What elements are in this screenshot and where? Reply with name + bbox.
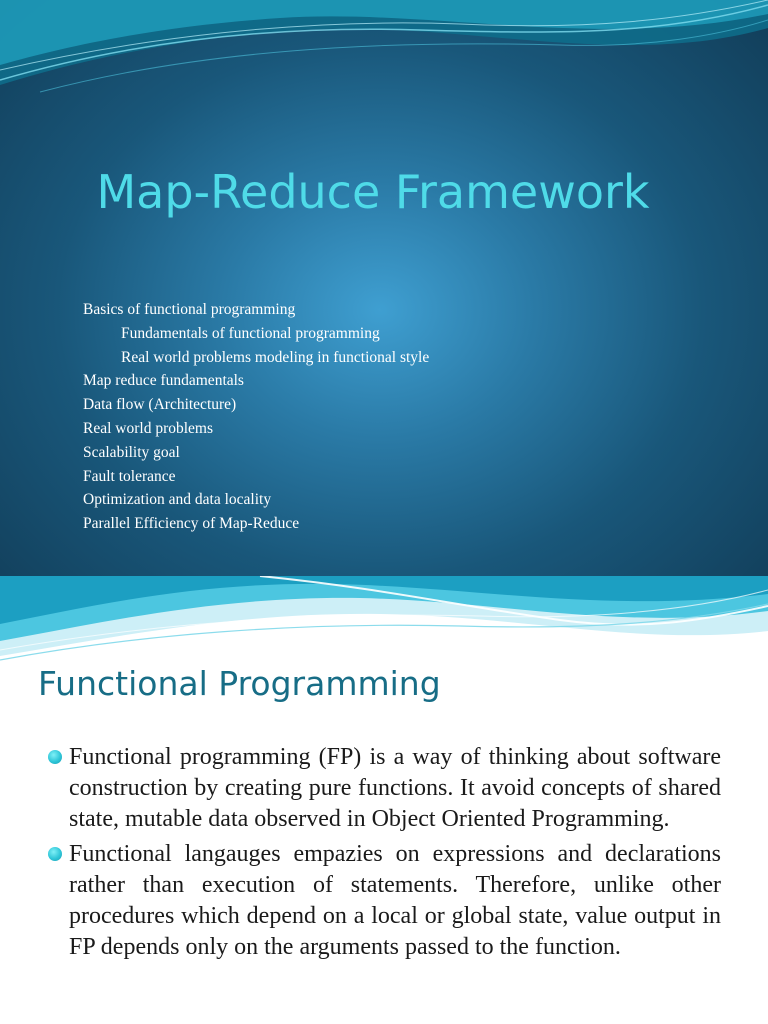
- outline-item: Map reduce fundamentals: [83, 372, 244, 390]
- wave-decoration-header: [0, 576, 768, 671]
- outline-item: Data flow (Architecture): [83, 396, 237, 414]
- outline-subitem: Real world problems modeling in functional style: [121, 348, 430, 366]
- bullet-text: Functional langauges empazies on expressions and declarations rather than execution of statements. Therefore, unlike other procedures which depend on a local or global state, value output in FP depends only on the arguments passed to the function.: [69, 841, 721, 960]
- bullet-item: [0, 839, 721, 963]
- bullet-item: [0, 742, 721, 835]
- outline-item: Fault tolerance: [83, 467, 176, 485]
- wave-decoration-top: [0, 0, 768, 110]
- outline-item: Basics of functional programming: [83, 301, 296, 318]
- bullet-text: Functional programming (FP) is a way of thinking about software construction by creating pure functions. It avoid concepts of shared state, mutable data observed in Object Oriented Programming.: [69, 744, 721, 832]
- outline-subitem: Fundamentals of functional programming: [121, 324, 380, 342]
- outline-list: [83, 298, 429, 536]
- outline-item: Scalability goal: [83, 443, 180, 461]
- slide-functional-programming: [0, 576, 768, 1024]
- outline-item: Real world problems: [83, 419, 214, 437]
- outline-item: Optimization and data locality: [83, 491, 272, 509]
- slide-title: Map-Reduce Framework: [96, 165, 650, 219]
- outline-item: Parallel Efficiency of Map-Reduce: [83, 515, 300, 533]
- bullet-dot-icon: [48, 847, 62, 861]
- bullet-dot-icon: [48, 750, 62, 764]
- slide-heading: Functional Programming: [38, 664, 441, 703]
- bullet-list: [0, 742, 768, 967]
